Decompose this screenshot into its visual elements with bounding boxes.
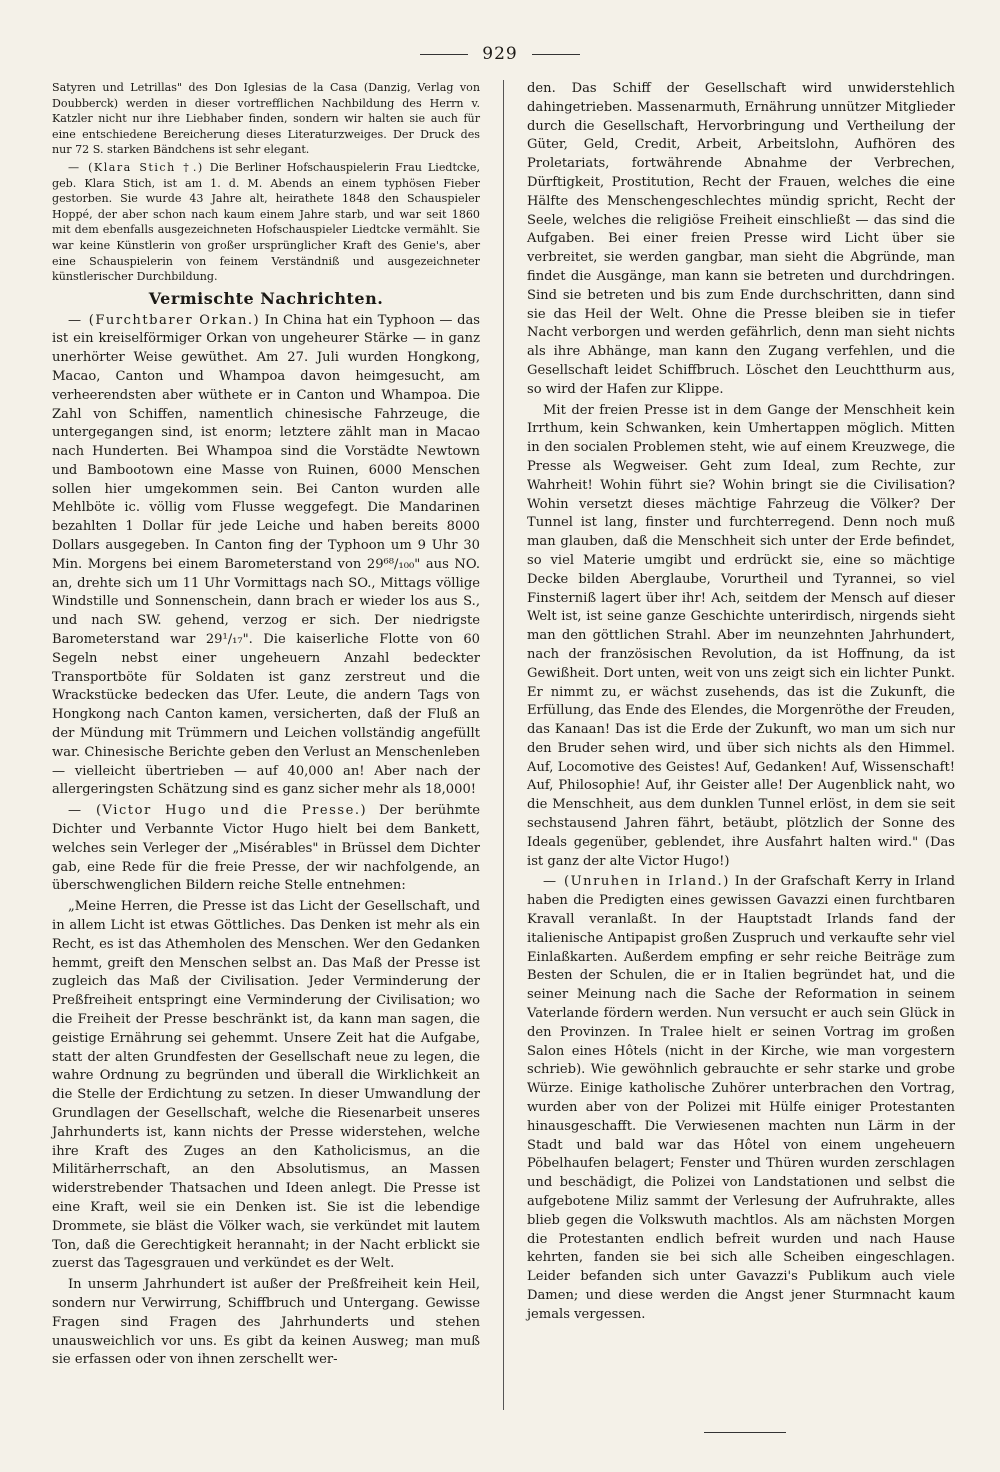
article-hurricane [52, 312, 480, 801]
hugo-speech-part2: In unserm Jahrhundert ist außer der Preßfreiheit kein Heil, sondern nur Verwirrung, Schiffbruch und Untergang. Gewisse Fragen sind Fragen des Jahrhunderts und stehen unausweichlich vor uns. Es gibt da keinen Ausweg; man muß sie erfassen oder von ihnen zerschellt wer- [52, 1277, 480, 1368]
header-rule-right [532, 54, 580, 55]
hugo-speech-part1: „Meine Herren, die Presse ist das Licht der Gesellschaft, und in allem Licht ist etwas Göttliches. Das Denken ist mehr als ein Recht, es ist das Athemholen des Menschen. Wer den Gedanken hemmt, greift den Menschen selbst an. Das Maß der Presse ist zugleich das Maß der Civilisation. Jeder Verminderung der Preßfreiheit entspringt eine Verminderung der Civilisation; wo die Freiheit der Presse beschränkt ist, da kann man sagen, die geistige Ernährung sei gehemmt. Unsere Zeit hat die Aufgabe, statt der alten Grundfesten der Gesellschaft neue zu legen, die wahre Ordnung zu begründen und überall die Wirklichkeit an die Stelle der Erdichtung zu setzen. In dieser Umwandlung der Grundlagen der Gesellschaft, welche die Riesenarbeit unseres Jahrhunderts ist, kann nichts der Presse widerstehen, welche ihre Kraft des Zuges an den Katholicismus, an die Militärherrschaft, an den Absolutismus, an Massen widerstrebender Thatsachen und Ideen anlegt. Die Presse ist eine Kraft, weil sie ein Denken ist. Sie ist die lebendige Drommete, sie bläst die Völker wach, sie verkündet mit lautem Ton, daß die Gerechtigkeit herannaht; in der Nacht erblickt sie zuerst das Tagesgrauen und verkündet es der Welt. [52, 899, 480, 1272]
obituary-heading: — (Klara Stich †.) [68, 160, 204, 174]
right-column [527, 80, 955, 1327]
hugo-speech-part3: den. Das Schiff der Gesellschaft wird unwiderstehlich dahingetrieben. Massenarmuth, Ernährung unnützer Mitglieder durch die Gesellschaft, Hervorbringung und Vertheilung der Güter, Geld, Credit, Arbeit, Arbeitslohn, Aufhören des Proletariats, fortwährende Abnahme der Verbrechen, Dürftigkeit, Prostitution, Recht der Frauen, welches die eine Hälfte des Menschengeschlechtes mündig spricht, Recht der Seele, welches die religiöse Freiheit einschließt — das sind die Aufgaben. Bei einer freien Presse wird Licht über sie verbreitet, sie werden gangbar, man sieht die Abgründe, man findet die Ausgänge, man kann sie betreten und durchdringen. Sind sie betreten und bis zum Ende durchschritten, dann sind sie das Heil der Welt. Ohne die Presse bleiben sie in tiefer Nacht verborgen und werden gefährlich, denn man sieht nichts als ihre Abhänge, man kann den Zugang verfehlen, und die Gesellschaft leidet Schiffbruch. Löschet den Leuchtthurm aus, so wird der Hafen zur Klippe. [527, 81, 955, 397]
ireland-heading: — (Unruhen in Irland.) [543, 874, 730, 890]
section-title: Vermischte Nachrichten. [148, 288, 384, 308]
hurricane-heading: — (Furchtbarer Orkan.) [68, 312, 261, 328]
column-divider [503, 80, 504, 1410]
ireland-text: In der Grafschaft Kerry in Irland haben die Predigten eines gewissen Gavazzi einen furchtbaren Kravall veranlaßt. In der Hauptstadt Irlands fand der italienische Antipapist großen Zuspruch und verkaufte sehr viel Einlaßkarten. Außerdem empfing er sehr reiche Beiträge zum Besten der Schulen, die er in Italien begründet hat, und die seiner Meinung nach die Sache der Reformation in seinem Vaterlande fördern werden. Nun versucht er auch sein Glück in den Provinzen. In Tralee hielt er seinen Vortrag im großen Salon eines Hôtels (nicht in der Kirche, wie man vorgestern schrieb). Wie gewöhnlich gebrauchte er sehr starke und grobe Würze. Einige katholische Zuhörer unterbrachen den Vortrag, wurden aber von der Polizei mit Hülfe einiger Protestanten hinausgeschafft. Die Verwiesenen machten nun Lärm in der Stadt und bald war das Hôtel von einem ungeheuern Pöbelhaufen belagert; Fenster und Thüren wurden zerschlagen und beschädigt, die Polizei von Landstationen und selbst die aufgebotene Miliz sammt der Verlesung der Aufruhrakte, alles blieb gegen die Volkswuth machtlos. Als am nächsten Morgen die Protestanten endlich befreit wurden und nach Hause kehrten, fanden sie bei sich alle Scheiben eingeschlagen. Leider befanden sich unter Gavazzi's Publikum auch viele Damen; und diese werden die Angst jener Sturmnacht kaum jemals vergessen. [527, 874, 955, 1322]
article-ireland-unrest [527, 873, 955, 1324]
literature-notice: Satyren und Letrillas" des Don Iglesias de la Casa (Danzig, Verlag von Doubberck) werden in dieser vortrefflichen Nachbildung des Herrn v. Katzler nicht nur ihre Liebhaber finden, sondern wir halten sie auch für eine entschiedene Bereicherung dieses Literaturzweiges. Der Druck des nur 72 S. starken Bändchens ist sehr elegant. [52, 81, 480, 157]
header-rule-left [420, 54, 468, 55]
left-column [52, 80, 480, 1372]
hugo-intro-text: Der berühmte Dichter und Verbannte Victor Hugo hielt bei dem Bankett, welches sein Verleger der „Misérables" in Brüssel dem Dichter gab, eine Rede für die freie Presse, der wir nachfolgende, an überschwenglichen Bildern reiche Stelle entnehmen: [52, 803, 480, 894]
hurricane-text: In China hat ein Typhoon — das ist ein kreiselförmiger Orkan von ungeheurer Stärke — in ganz unerhörter Weise gewüthet. Am 27. Juli wurden Hongkong, Macao, Canton und Whampoa davon heimgesucht, am verheerendsten aber wüthete er in Canton und Whampoa. Die Zahl von Schiffen, namentlich chinesische Fahrzeuge, die untergegangen sind, ist enorm; letztere zählt man in Macao nach Hunderten. Bei Whampoa sind die Vorstädte Newtown und Bambootown eine Masse von Ruinen, 6000 Menschen sollen hier umgekommen sein. Bei Canton wurden alle Mehlböte ic. völlig vom Flusse weggefegt. Die Mandarinen bezahlten 1 Dollar für jede Leiche und haben bereits 8000 Dollars ausgegeben. In Canton fing der Typhoon um 9 Uhr 30 Min. Morgens bei einem Barometerstand von 29⁶⁸/₁₀₀" aus NO. an, drehte sich um 11 Uhr Vormittags nach SO., Mittags völlige Windstille und Sonnenschein, dann brach er wieder los aus S., und nach SW. gehend, verzog er sich. Der niedrigste Barometerstand war 29¹/₁₇". Die kaiserliche Flotte von 60 Segeln nebst einer ungeheuern Anzahl bedeckter Transportböte für Soldaten ist ganz zerstreut und die Wrackstücke bedecken das Ufer. Leute, die andern Tags von Hongkong nach Canton kamen, versicherten, daß der Fluß an der Mündung mit Trümmern und Leichen vollständig angefüllt war. Chinesische Berichte geben den Verlust an Menschenleben — vielleicht übertrieben — auf 40,000 an! Aber nach der allergeringsten Schätzung sind es ganz sicher mehr als 18,000! [52, 312, 480, 798]
page-header [0, 40, 1000, 68]
page-number: 929 [482, 44, 518, 64]
hugo-heading: — (Victor Hugo und die Presse.) [68, 803, 368, 819]
obituary-text: Die Berliner Hofschauspielerin Frau Liedtcke, geb. Klara Stich, ist am 1. d. M. Abends an einem typhösen Fieber gestorben. Sie wurde 43 Jahre alt, heirathete 1848 den Schauspieler Hoppé, der aber schon nach kaum einem Jahre starb, und war seit 1860 mit dem ebenfalls ausgezeichneten Hofschauspieler Liedtcke vermählt. Sie war keine Künstlerin von großer ursprünglicher Kraft des Genie's, aber eine Schauspielerin von feinem Verständniß und ausgezeichneter künstlerischer Durchbildung. [52, 160, 481, 284]
obituary-klara-stich [52, 160, 480, 285]
article-victor-hugo [52, 802, 480, 896]
end-rule [704, 1432, 786, 1433]
hugo-speech-part4: Mit der freien Presse ist in dem Gange der Menschheit kein Irrthum, kein Schwanken, kein Umhertappen möglich. Mitten in den socialen Problemen steht, wie auf einem Kreuzwege, die Presse als Wegweiser. Geht zum Ideal, zum Rechte, zur Wahrheit! Wohin führt sie? Wohin bringt sie die Civilisation? Wohin versetzt dieses mächtige Fahrzeug die Völker? Der Tunnel ist lang, finster und furchterregend. Denn noch muß man glauben, daß die Menschheit sich unter der Erde befindet, so viel Materie umgibt und erdrückt sie, eine so mächtige Decke bilden Aberglaube, Vorurtheil und Tyrannei, so viel Finsterniß lagert über ihr! Ach, seitdem der Mensch auf dieser Welt ist, ist seine ganze Geschichte unterirdisch, nirgends sieht man den göttlichen Strahl. Aber im neunzehnten Jahrhundert, nach der französischen Revolution, da ist Hoffnung, da ist Gewißheit. Dort unten, weit von uns zeigt sich ein lichter Punkt. Er nimmt zu, er wächst zusehends, das ist die Zukunft, die Erfüllung, das Ende des Elendes, die Morgenröthe der Freuden, das Kanaan! Das ist die Erde der Zukunft, wo man um sich nur den Bruder sehen wird, und über sich nichts als den Himmel. Auf, Locomotive des Geistes! Auf, Gedanken! Auf, Wissenschaft! Auf, Philosophie! Auf, ihr Geister alle! Der Augenblick naht, wo die Menschheit, aus dem dunklen Tunnel erlöst, in dem sie seit sechstausend Jahren fährt, betäubt, plötzlich der Sonne des Ideals gegenüber, geblendet, ihre Ausfahrt halten wird." (Das ist ganz der alte Victor Hugo!) [527, 402, 955, 869]
